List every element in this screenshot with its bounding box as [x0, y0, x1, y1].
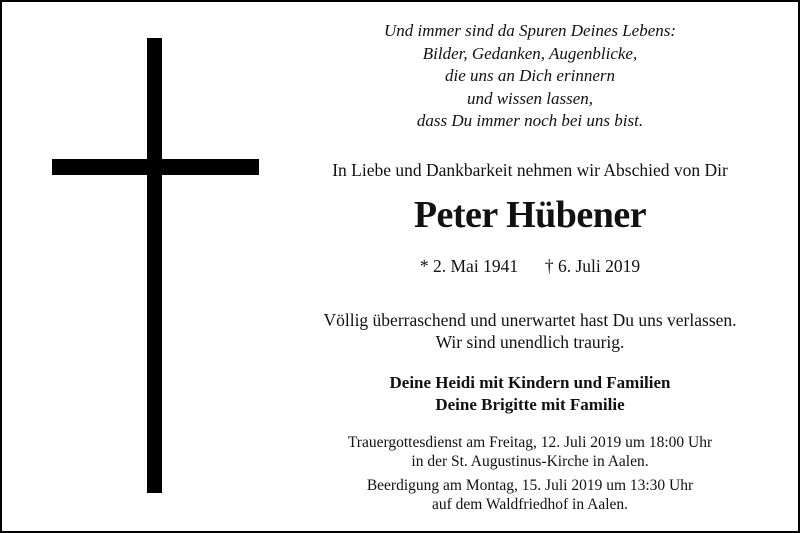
service-details: [300, 433, 760, 519]
cross-icon-crossbar: [52, 159, 259, 175]
mourner: Deine Brigitte mit Familie: [435, 395, 625, 414]
cross-icon: [147, 38, 162, 493]
mourners-list: [300, 372, 760, 416]
death-cross-icon: †: [544, 256, 554, 276]
mourner: Deine Heidi mit Kindern und Familien: [389, 373, 671, 392]
deceased-name: Peter Hübener: [413, 194, 647, 236]
burial-line: Beerdigung am Montag, 15. Juli 2019 um 13:30 Uhr: [366, 477, 694, 494]
message-line: Wir sind unendlich traurig.: [435, 332, 625, 352]
burial-location: auf dem Waldfriedhof in Aalen.: [431, 496, 629, 513]
verse-line: die uns an Dich erinnern: [445, 66, 615, 85]
birth-symbol: *: [419, 256, 429, 276]
farewell-intro: In Liebe und Dankbarkeit nehmen wir Abschied von Dir: [332, 160, 728, 180]
funeral-service-location: in der St. Augustinus-Kirche in Aalen.: [411, 453, 649, 470]
verse-line: Und immer sind da Spuren Deines Lebens:: [383, 21, 677, 40]
funeral-service-info: [300, 433, 760, 471]
message-line: Völlig überraschend und unerwartet hast Du uns verlassen.: [323, 310, 737, 330]
memorial-verse: [300, 20, 760, 133]
grief-message: [300, 309, 760, 353]
verse-line: Bilder, Gedanken, Augenblicke,: [422, 43, 638, 63]
funeral-service-line: Trauergottesdienst am Freitag, 12. Juli 2019 um 18:00 Uhr: [347, 434, 713, 451]
verse-line: dass Du immer noch bei uns bist.: [416, 111, 644, 130]
death-date: 6. Juli 2019: [557, 256, 641, 276]
verse-line: und wissen lassen,: [466, 88, 594, 108]
burial-info: [300, 476, 760, 514]
life-dates: [300, 256, 760, 277]
birth-date: 2. Mai 1941: [433, 256, 519, 276]
